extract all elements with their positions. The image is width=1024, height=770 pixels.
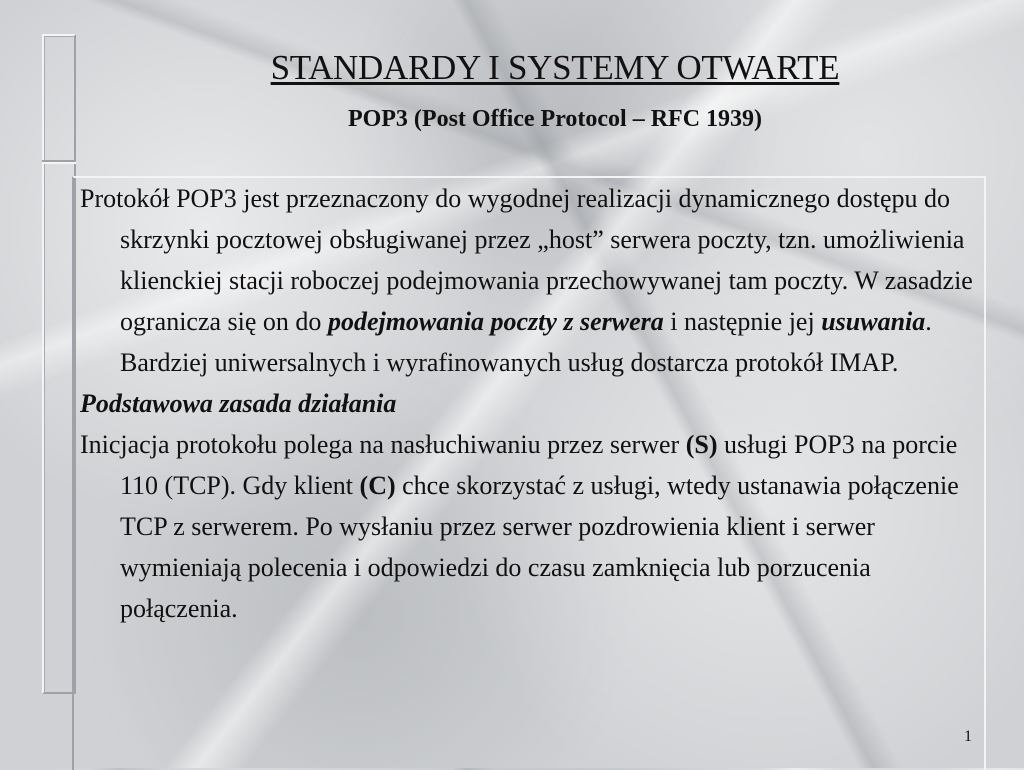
left-frame-decoration [42,34,76,694]
paragraph1-text-a: Protokół POP3 jest przeznaczony do wygodnej realizacji dynamicznego dostępu do skrzynki pocztowej obsługiwanej przez „host” serwera poczty, tzn. umożliwienia klienckiej stacji roboczej podejmowania przechowywanej tam poczty. W zasadzie ogranicza się on do [80,184,973,336]
frame-notch [42,160,76,164]
section-heading: Podstawowa zasada działania [80,389,397,418]
paragraph2-text-b: usługi POP3 na porcie 110 (TCP). Gdy klient [120,430,958,500]
paragraph-pop3-description [80,178,980,383]
emphasis-usuwania: usuwania [821,307,926,336]
paragraph1-text-b: i następnie jej [663,307,822,336]
server-marker: (S) [685,430,718,459]
slide-title: STANDARDY I SYSTEMY OTWARTE [270,48,840,87]
slide-subtitle: POP3 (Post Office Protocol – RFC 1939) [347,106,763,132]
emphasis-podejmowania: podejmowania poczty z serwera [327,307,664,336]
client-marker: (C) [359,471,396,500]
slide-body [80,178,980,629]
paragraph1-text-c: . Bardziej uniwersalnych i wyrafinowanych usług dostarcza protokół IMAP. [120,307,932,377]
paragraph2-text-a: Inicjacja protokołu polega na nasłuchiwaniu przez serwer [80,430,686,459]
paragraph-protocol-initiation [80,424,980,629]
paragraph2-text-c: chce skorzystać z usługi, wtedy ustanawia połączenie TCP z serwerem. Po wysłaniu przez serwer pozdrowienia klient i serwer wymieniają polecenia i odpowiedzi do czasu zamknięcia lub porzucenia połączenia. [120,471,959,623]
page-number: 1 [964,728,972,745]
